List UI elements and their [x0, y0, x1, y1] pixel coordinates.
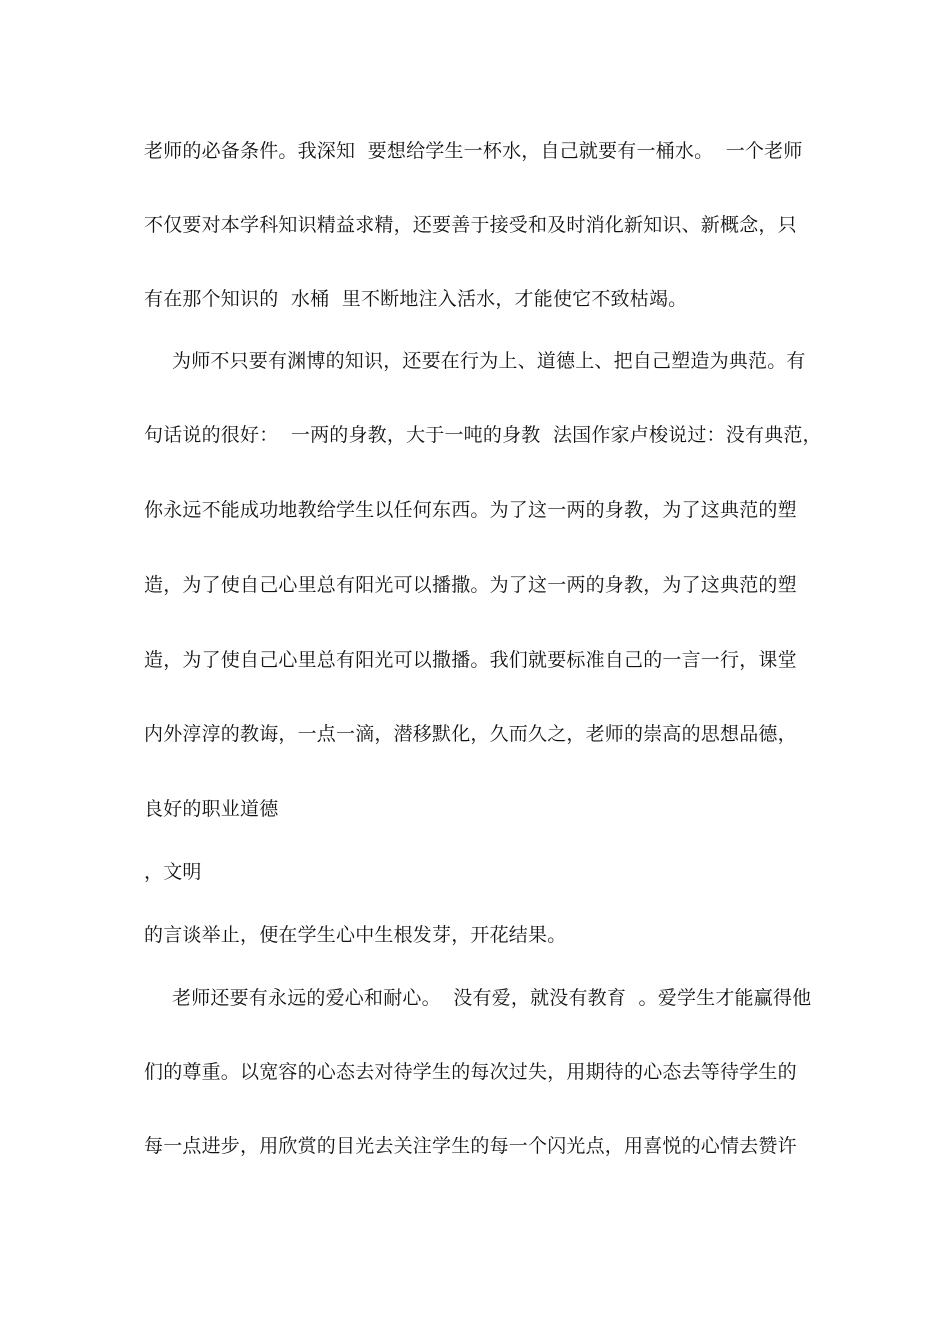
- text-line: ，文明: [144, 861, 202, 883]
- text-line: 每一点进步，用欣赏的目光去关注学生的每一个闪光点，用喜悦的心情去赞许: [144, 1135, 797, 1157]
- text-line: 们的尊重。以宽容的心态去对待学生的每次过失，用期待的心态去等待学生的: [144, 1061, 797, 1083]
- paragraph-start-line: 为师不只要有渊博的知识，还要在行为上、道德上、把自己塑造为典范。有: [172, 350, 806, 372]
- text-line: 的言谈举止，便在学生心中生根发芽，开花结果。: [144, 924, 567, 946]
- text-line: 有在那个知识的 水桶 里不断地注入活水，才能使它不致枯竭。: [144, 288, 688, 310]
- text-line: 造，为了使自己心里总有阳光可以撒播。我们就要标准自己的一言一行，课堂: [144, 649, 797, 671]
- paragraph-start-line: 老师还要有永远的爱心和耐心。 没有爱，就没有教育 。爱学生才能赢得他: [172, 987, 812, 1009]
- text-line: 不仅要对本学科知识精益求精，还要善于接受和及时消化新知识、新概念，只: [144, 214, 797, 236]
- text-line: 你永远不能成功地教给学生以任何东西。为了这一两的身教，为了这典范的塑: [144, 499, 797, 521]
- text-line: 内外淳淳的教诲，一点一滴，潜移默化，久而久之，老师的崇高的思想品德，: [144, 723, 797, 745]
- text-line: 良好的职业道德: [144, 798, 279, 820]
- text-line: 老师的必备条件。我深知 要想给学生一杯水，自己就要有一桶水。 一个老师: [144, 140, 803, 162]
- text-line: 句话说的很好： 一两的身教，大于一吨的身教 法国作家卢梭说过：没有典范，: [144, 424, 822, 446]
- text-line: 造，为了使自己心里总有阳光可以播撒。为了这一两的身教，为了这典范的塑: [144, 574, 797, 596]
